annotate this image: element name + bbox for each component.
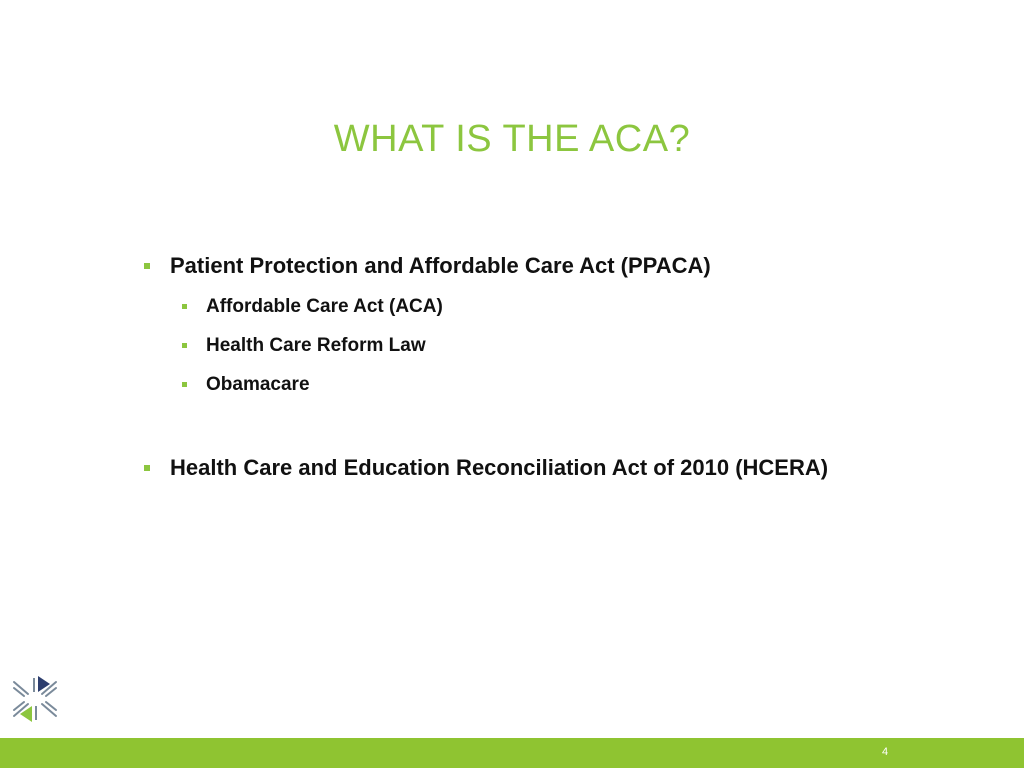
sub-bullet-text: Obamacare bbox=[206, 374, 310, 395]
bullet-list bbox=[140, 252, 860, 482]
bullet-item bbox=[140, 252, 860, 280]
bullet-text: Health Care and Education Reconciliation Act of 2010 (HCERA) bbox=[170, 455, 829, 480]
sub-bullet-marker-icon bbox=[182, 382, 187, 387]
bullet-item bbox=[140, 454, 860, 482]
company-logo-icon bbox=[10, 674, 60, 724]
footer-bar bbox=[0, 738, 1024, 768]
sub-bullet-text: Health Care Reform Law bbox=[206, 335, 426, 356]
sub-bullet-list bbox=[176, 294, 860, 398]
sub-bullet-item bbox=[176, 294, 860, 320]
sub-bullet-marker-icon bbox=[182, 304, 187, 309]
slide-title: WHAT IS THE ACA? bbox=[333, 118, 691, 160]
sub-bullet-item bbox=[176, 333, 860, 359]
sub-bullet-text: Affordable Care Act (ACA) bbox=[206, 296, 443, 317]
page-number: 4 bbox=[881, 746, 889, 758]
bullet-marker-icon bbox=[144, 465, 150, 471]
sub-bullet-item bbox=[176, 372, 860, 398]
sub-bullet-marker-icon bbox=[182, 343, 187, 348]
bullet-text: Patient Protection and Affordable Care Act (PPACA) bbox=[170, 253, 711, 278]
bullet-marker-icon bbox=[144, 263, 150, 269]
